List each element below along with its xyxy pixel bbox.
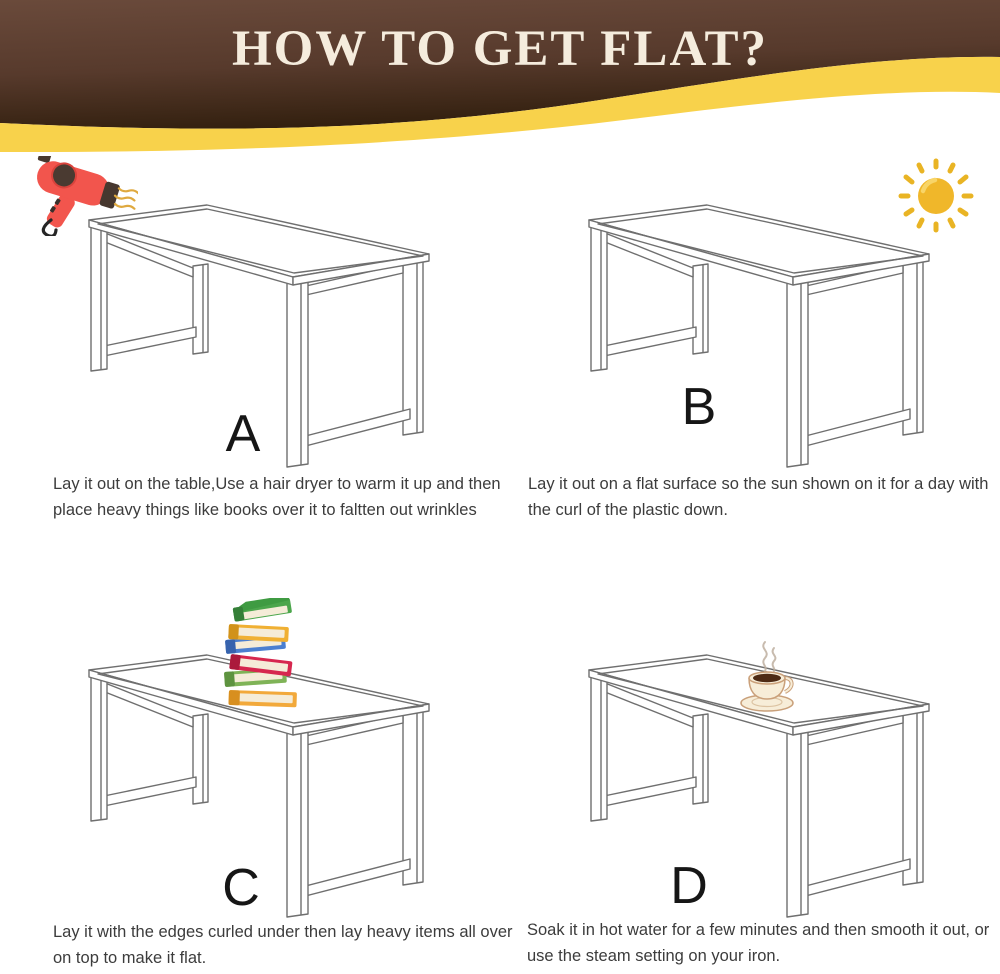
- panel-label-c: C: [222, 859, 260, 917]
- books-icon: [220, 598, 304, 712]
- panel-c-line-1: Lay it with the edges curled under then lay heavy items all over: [53, 923, 513, 941]
- panel-b-line-1: Lay it out on a flat surface so the sun shown on it for a day with: [528, 475, 989, 493]
- panel-a-line-1: Lay it out on the table,Use a hair dryer to warm it up and then: [53, 475, 501, 493]
- panel-d-line-1: Soak it in hot water for a few minutes and then smooth it out, or: [527, 921, 990, 939]
- panel-a-line-2: place heavy things like books over it to faltten out wrinkles: [53, 500, 477, 519]
- hair-dryer-icon: [20, 156, 138, 236]
- panel-c-line-2: on top to make it flat.: [53, 948, 207, 967]
- panel-label-b: B: [681, 378, 717, 436]
- panel-b-line-2: the curl of the plastic down.: [528, 500, 728, 519]
- panel-label-d: D: [670, 857, 708, 915]
- panel-description-b: [528, 472, 988, 523]
- sun-icon: [895, 155, 977, 237]
- panel-d-line-2: use the steam setting on your iron.: [527, 946, 781, 965]
- panel-description-d: [527, 918, 989, 969]
- panel-label-a: A: [225, 405, 261, 463]
- coffee-cup-icon: [728, 640, 808, 718]
- panel-description-a: [53, 472, 501, 523]
- page-title: HOW TO GET FLAT?: [231, 21, 769, 77]
- panel-description-c: [53, 920, 513, 971]
